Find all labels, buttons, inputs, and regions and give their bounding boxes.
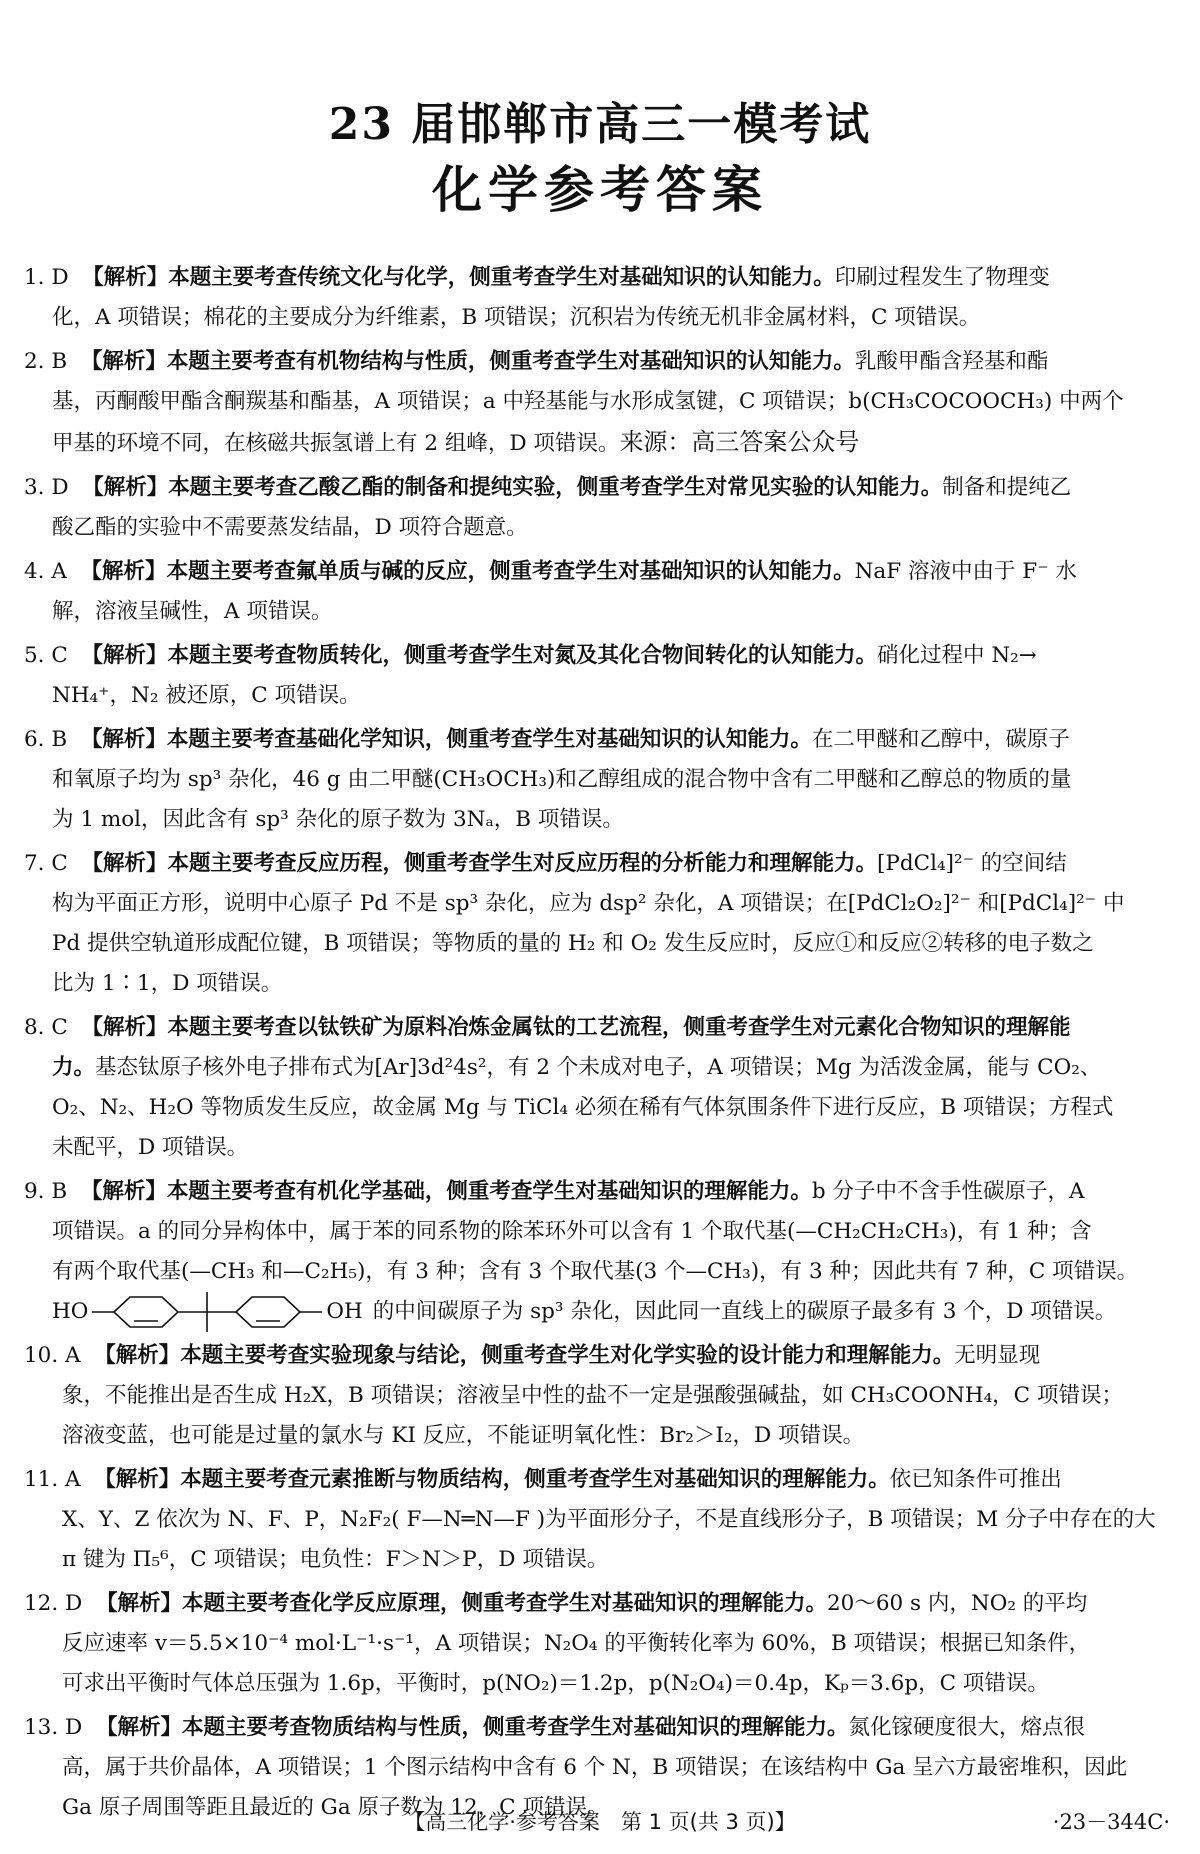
analysis-line: X、Y、Z 依次为 N、F、P，N₂F₂( F—N═N—F )为平面形分子，不是直线形分子，B 项错误；M 分子中存在的大 <box>62 1507 1156 1532</box>
footer-code: ·23－344C· <box>1052 1810 1170 1834</box>
analysis-line: Ga 原子周围等距且最近的 Ga 原子数为 12，C 项错误。 <box>62 1795 609 1820</box>
analysis-label: 【解析】 <box>94 1343 181 1368</box>
analysis-line: 酸乙酯的实验中不需要蒸发结晶，D 项符合题意。 <box>52 515 528 540</box>
analysis-label: 【解析】 <box>94 1467 181 1492</box>
analysis-line: 高，属于共价晶体，A 项错误；1 个图示结构中含有 6 个 N，B 项错误；在该结构中 Ga 呈六方最密堆积，因此 <box>62 1755 1128 1780</box>
analysis-text: 20～60 s 内，NO₂ 的平均 <box>826 1591 1088 1616</box>
analysis-line: 和氧原子均为 sp³ 杂化，46 g 由二甲醚(CH₃OCH₃)和乙醇组成的混合物中含有二甲醚和乙醇总的物质的量 <box>52 767 1072 792</box>
analysis-line: O₂、N₂、H₂O 等物质发生反应，故金属 Mg 与 TiCl₄ 必须在稀有气体氛围条件下进行反应，B 项错误；方程式 <box>52 1095 1114 1120</box>
analysis-text: 乳酸甲酯含羟基和酯 <box>854 349 1049 374</box>
analysis-lead: 本题主要考查传统文化与化学，侧重考查学生对基础知识的认知能力。 <box>168 265 835 290</box>
answer-item-9 <box>24 1172 1174 1332</box>
analysis-label: 【解析】 <box>80 727 167 752</box>
analysis-text: 印刷过程发生了物理变 <box>834 265 1050 290</box>
analysis-line: 溶液变蓝，也可能是过量的氯水与 KI 反应，不能证明氧化性：Br₂＞I₂，D 项错误。 <box>62 1423 865 1448</box>
analysis-text: 氮化镓硬度很大，熔点很 <box>848 1715 1085 1740</box>
analysis-text: [PdCl₄]²⁻ 的空间结 <box>877 851 1067 876</box>
exam-title: 23 届邯郸市高三一模考试 <box>328 99 872 150</box>
structure-right-label: OH <box>326 1299 363 1324</box>
analysis-lead: 本题主要考查乙酸乙酯的制备和提纯实验，侧重考查学生对常见实验的认知能力。 <box>168 475 943 500</box>
analysis-line: 甲基的环境不同，在核磁共振氢谱上有 2 组峰，D 项错误。 <box>52 431 620 456</box>
analysis-line: 比为 1∶1，D 项错误。 <box>52 971 283 996</box>
answer-number: 7. C <box>24 851 68 876</box>
analysis-lead: 本题主要考查基础化学知识，侧重考查学生对基础知识的认知能力。 <box>166 727 812 752</box>
answer-item-12 <box>24 1584 1174 1704</box>
analysis-line: 构为平面正方形，说明中心原子 Pd 不是 sp³ 杂化，应为 dsp² 杂化，A 项错误；在[PdCl₂O₂]²⁻ 和[PdCl₄]²⁻ 中 <box>52 891 1125 916</box>
analysis-line: 解，溶液呈碱性，A 项错误。 <box>52 599 333 624</box>
analysis-text: 硝化过程中 N₂→ <box>877 643 1037 668</box>
analysis-line: 未配平，D 项错误。 <box>52 1135 249 1160</box>
answer-number: 1. D <box>24 265 69 290</box>
analysis-lead-cont: 力。 <box>52 1055 96 1080</box>
analysis-label: 【解析】 <box>80 349 167 374</box>
page-footer <box>0 1806 1200 1836</box>
analysis-lead: 本题主要考查有机物结构与性质，侧重考查学生对基础知识的认知能力。 <box>166 349 855 374</box>
analysis-label: 【解析】 <box>80 1179 167 1204</box>
analysis-lead: 本题主要考查元素推断与物质结构，侧重考查学生对基础知识的理解能力。 <box>180 1467 890 1492</box>
answer-key-title: 化学参考答案 <box>432 161 768 219</box>
analysis-lead: 本题主要考查反应历程，侧重考查学生对反应历程的分析能力和理解能力。 <box>167 851 878 876</box>
source-note: 来源：高三答案公众号 <box>619 428 860 456</box>
analysis-text: NaF 溶液中由于 F⁻ 水 <box>854 559 1077 584</box>
answer-item-7 <box>24 844 1174 1004</box>
analysis-label: 【解析】 <box>80 559 167 584</box>
answer-number: 13. D <box>24 1715 83 1740</box>
analysis-line: 基态钛原子核外电子排布式为[Ar]3d²4s²，有 2 个未成对电子，A 项错误；Mg 为活泼金属，能与 CO₂、 <box>95 1055 1102 1080</box>
analysis-label: 【解析】 <box>95 1715 182 1740</box>
analysis-lead: 本题主要考查实验现象与结论，侧重考查学生对化学实验的设计能力和理解能力。 <box>180 1343 955 1368</box>
answer-number: 8. C <box>24 1015 68 1040</box>
analysis-line: π 键为 Π₅⁶，C 项错误；电负性：F＞N＞P，D 项错误。 <box>62 1547 609 1572</box>
footer-page-info: 【高三化学·参考答案 第 1 页(共 3 页)】 <box>404 1810 796 1834</box>
analysis-label: 【解析】 <box>95 1591 182 1616</box>
analysis-line: Pd 提供空轨道形成配位键，B 项错误；等物质的量的 H₂ 和 O₂ 发生反应时，反应①和反应②转移的电子数之 <box>52 931 1094 956</box>
analysis-lead: 本题主要考查物质转化，侧重考查学生对氮及其化合物间转化的认知能力。 <box>167 643 878 668</box>
analysis-line: 可求出平衡时气体总压强为 1.6p，平衡时，p(NO₂)＝1.2p，p(N₂O₄)＝0.4p，Kₚ＝3.6p，C 项错误。 <box>62 1671 1049 1696</box>
answer-number: 4. A <box>24 559 67 584</box>
answer-number: 10. A <box>24 1343 81 1368</box>
answer-list <box>24 258 1174 1832</box>
bisphenol-structure-diagram <box>92 1292 322 1332</box>
analysis-label: 【解析】 <box>82 475 169 500</box>
analysis-line: NH₄⁺，N₂ 被还原，C 项错误。 <box>52 683 361 708</box>
analysis-line: 有两个取代基(—CH₃ 和—C₂H₅)，有 3 种；含有 3 个取代基(3 个—CH₃)，有 3 种；因此共有 7 种，C 项错误。 <box>52 1259 1139 1284</box>
analysis-text: 依已知条件可推出 <box>889 1467 1062 1492</box>
analysis-lead: 本题主要考查氟单质与碱的反应，侧重考查学生对基础知识的认知能力。 <box>166 559 855 584</box>
answer-number: 11. A <box>24 1467 81 1492</box>
answer-item-8 <box>24 1008 1174 1168</box>
analysis-lead: 本题主要考查有机化学基础，侧重考查学生对基础知识的理解能力。 <box>166 1179 812 1204</box>
analysis-lead: 本题主要考查以钛铁矿为原料冶炼金属钛的工艺流程，侧重考查学生对元素化合物知识的理解能 <box>167 1015 1071 1040</box>
analysis-text: 无明显现 <box>954 1343 1041 1368</box>
analysis-label: 【解析】 <box>81 851 168 876</box>
analysis-lead: 本题主要考查化学反应原理，侧重考查学生对基础知识的理解能力。 <box>181 1591 827 1616</box>
answer-item-10 <box>24 1336 1174 1456</box>
structure-line <box>24 1292 1174 1332</box>
analysis-text: 制备和提纯乙 <box>942 475 1072 500</box>
answer-item-11 <box>24 1460 1174 1580</box>
analysis-line: 化，A 项错误；棉花的主要成分为纤维素，B 项错误；沉积岩为传统无机非金属材料，C 项错误。 <box>52 305 981 330</box>
analysis-label: 【解析】 <box>82 265 169 290</box>
answer-item-4 <box>24 552 1174 632</box>
analysis-line: 为 1 mol，因此含有 sp³ 杂化的原子数为 3Nₐ，B 项错误。 <box>52 807 624 832</box>
answer-item-5 <box>24 636 1174 716</box>
analysis-line: 的中间碳原子为 sp³ 杂化，因此同一直线上的碳原子最多有 3 个，D 项错误。 <box>372 1299 1117 1324</box>
analysis-line: 项错误。a 的同分异构体中，属于苯的同系物的除苯环外可以含有 1 个取代基(—CH₂CH₂CH₃)，有 1 种；含 <box>52 1219 1092 1244</box>
analysis-text: 在二甲醚和乙醇中，碳原子 <box>811 727 1070 752</box>
answer-item-3 <box>24 468 1174 548</box>
analysis-line: 反应速率 v＝5.5×10⁻⁴ mol·L⁻¹·s⁻¹，A 项错误；N₂O₄ 的平衡转化率为 60%，B 项错误；根据已知条件， <box>62 1631 1091 1656</box>
answer-number: 12. D <box>24 1591 83 1616</box>
analysis-label: 【解析】 <box>81 643 168 668</box>
answer-number: 5. C <box>24 643 68 668</box>
answer-number: 2. B <box>24 349 68 374</box>
answer-item-1 <box>24 258 1174 338</box>
analysis-line: 象，不能推出是否生成 H₂X，B 项错误；溶液呈中性的盐不一定是强酸强碱盐，如 CH₃COONH₄，C 项错误； <box>62 1383 1123 1408</box>
answer-number: 9. B <box>24 1179 68 1204</box>
analysis-lead: 本题主要考查物质结构与性质，侧重考查学生对基础知识的理解能力。 <box>181 1715 849 1740</box>
analysis-text: b 分子中不含手性碳原子，A <box>811 1179 1085 1204</box>
answer-item-2 <box>24 342 1174 464</box>
answer-number: 6. B <box>24 727 68 752</box>
analysis-label: 【解析】 <box>81 1015 168 1040</box>
answer-number: 3. D <box>24 475 69 500</box>
answer-item-6 <box>24 720 1174 840</box>
analysis-line: 基，丙酮酸甲酯含酮羰基和酯基，A 项错误；a 中羟基能与水形成氢键，C 项错误；b(CH₃COCOOCH₃) 中两个 <box>52 389 1124 414</box>
structure-left-label: HO <box>52 1299 89 1324</box>
